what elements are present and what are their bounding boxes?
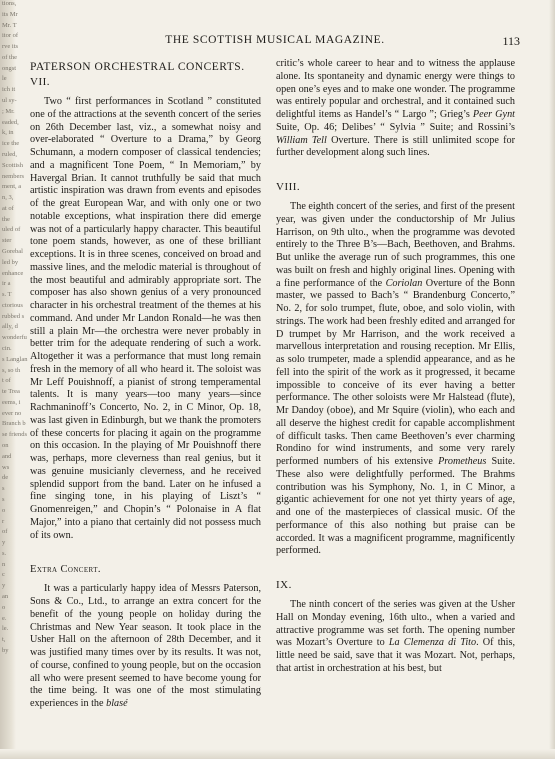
- bleed-fragment: o: [2, 506, 6, 514]
- bleed-fragment: Branch b: [2, 420, 26, 428]
- bleed-fragment: y: [2, 539, 6, 547]
- bleed-fragment: ctorious: [2, 301, 23, 309]
- bleed-fragment: n, 3,: [2, 194, 14, 202]
- bleed-fragment: eaded,: [2, 118, 19, 126]
- bleed-fragment: itor of: [2, 32, 19, 40]
- section-viii-paragraph: The eighth concert of the series, and first of the present year, was given under the conductorship of Mr Julius Harrison, on 9th ulto., when the programme was devoted entirely to the Three B’s—Bach, Beethoven, and Brahms. But unlike the average run of such programmes, this one was built on fresh and highly original lines. Opening with a fine performance of the Coriolan Overture of the Bonn master, we passed to Bach’s “ Brandenburg Concerto,” No. 2, for solo trumpet, flute, oboe, and solo violin, with strings. The work had been freshly edited and arranged for D trumpet by Mr Harrison, and the work received a marvellous interpretation and rousing reception. Mr Ellis, as solo trumpeter, made a splendid appearance, and as he fell into the spirit of the work as it progressed, it became impossible to conceive of its ever having a better performance. The other soloists were Mr Halstead (flute), Mr Dandoy (oboe), and Mr Squire (violin), who each and all deserve the highest credit for capable accomplishment of difficult tasks. Then came Beethoven’s ever charming Rondino for wind instruments, and some very rarely performed numbers of his extensive Prometheus Suite. These also were delightfully performed. The Brahms contribution was his Symphony, No. 1, in C Minor, a gigantic achievement for one not yet thirty years of age, and one of the masterpieces of classical music. Of the performance of this also nothing but praise can be accorded. It was a magnificent programme, magnificently performed.: [276, 201, 516, 557]
- coriolan-italic: Coriolan: [385, 277, 423, 289]
- bleed-fragment: se friends: [2, 431, 28, 439]
- bleed-fragment: e.: [2, 614, 7, 622]
- section-vii-paragraph: Two “ first performances in Scotland ” constituted one of the attractions at the seventh concert of the series on 26th December last, viz., a somewhat noisy and over-elaborated “ Overture to a Drama,” by Georg Schumann, a modern composer of classical tendencies; and a magnificent Tone Poem, “ In Memoriam,” by Havergal Brian. It cannot truthfully be said that much artistic inspiration was drawn from events and episodes of the great European War, and with only one or two notable exceptions, what inspiration there did emerge was not of a particularly happy character. This beautiful tone poem stands, however, as one of these brilliant exceptions. It is in three scenes, conceived on broad and massive lines, and the melodic material is throughout of the most beautiful and admirably appropriate sort. The composer has also shown genius of a very pronounced character in his orchestral treatment of the themes at his command. And under Mr Landon Ronald—he was then still a plain Mr—the orchestra were never probably in better trim for the adequate rendering of such a work. Altogether it was a performance that must long remain fresh in the memory of all who heard it. The soloist was Mr Leff Pouishnoff, a pianist of strong temperamental talents. It is many years—too many years—since Rachmaninoff’s Concerto, No. 2, in C Minor, Op. 18, was last given in Edinburgh, but we thank the promoters of these concerts for placing it again on the programme on this occasion. In the playing of Mr Pouishnoff there was, perhaps, more cleverness than real genius, but it was genuine musicianly cleverness, and he received splendid support from the band. Later on he infused a fine singing tone, in his playing of Liszt’s “ Gnomenreigen,” and Chopin’s “ Polonaise in A flat Major,” into a piano that certainly did not possess much of its own.: [30, 96, 261, 541]
- bleed-fragment: Scottish: [2, 161, 23, 169]
- bleed-fragment: t,: [2, 636, 6, 644]
- bleed-fragment: s: [2, 485, 5, 493]
- bleed-fragment: an: [2, 592, 9, 600]
- bleed-fragment: s: [2, 495, 5, 503]
- bleed-fragment: c: [2, 571, 5, 579]
- bleed-fragment: t of: [2, 377, 11, 385]
- section-heading-ix: IX.: [276, 579, 292, 591]
- bleed-fragment: n: [2, 560, 6, 568]
- running-header: [30, 34, 520, 50]
- bleed-fragment: at of: [2, 204, 14, 212]
- bleed-fragment: nembers: [2, 172, 25, 180]
- bleed-fragment: s, so th: [2, 366, 21, 374]
- prometheus-italic: Prometheus: [438, 456, 487, 467]
- bleed-fragment: tions,: [2, 0, 17, 7]
- bleed-fragment: and: [2, 452, 12, 460]
- bleed-fragment: ; Mr.: [2, 107, 15, 115]
- page-edge-right: [549, 0, 555, 759]
- section-ix-paragraph: The ninth concert of the series was given at the Usher Hall on Monday evening, 16th ulto., when a varied and attractive programme was set forth. The opening number was Mozart’s Overture to La Clemenza di Tito. Of this, little need be said, save that it was Mozart. Not, perhaps, that artist in orchestration at his best, but: [276, 599, 515, 674]
- bleed-fragment: ongst: [2, 64, 17, 72]
- bleed-fragment: on: [2, 442, 9, 450]
- bleed-fragment: ment, a: [2, 183, 22, 191]
- bleed-fragment: s. T: [2, 291, 12, 299]
- bleed-fragment: ruled,: [2, 150, 17, 158]
- section-heading-viii: VIII.: [276, 181, 301, 193]
- section-heading-vii: VII.: [30, 76, 51, 88]
- william-tell-italic: William Tell: [276, 134, 327, 146]
- bleed-fragment: enhance: [2, 269, 24, 277]
- bleed-fragment: ally, d: [2, 323, 18, 331]
- bleed-fragment: of: [2, 528, 8, 536]
- bleed-fragment: k, in: [2, 129, 14, 137]
- bleed-fragment: ir a: [2, 280, 11, 288]
- bleed-fragment: by: [2, 646, 9, 654]
- bleed-fragment: de: [2, 474, 9, 482]
- bleed-fragment: cin.: [2, 345, 12, 352]
- bleed-fragment: le.: [2, 625, 9, 633]
- bleed-fragment: led by: [2, 258, 19, 266]
- bleed-fragment: s Langlan: [2, 355, 28, 363]
- left-column: [30, 60, 261, 711]
- bleed-fragment: rve its: [2, 43, 19, 51]
- bleed-fragment: of the: [2, 53, 17, 61]
- bleed-fragment: ever no: [2, 409, 22, 417]
- bleed-fragment: eems, i: [2, 398, 21, 406]
- magazine-title: THE SCOTTISH MUSICAL MAGAZINE.: [165, 34, 385, 46]
- clemenza-italic: La Clemenza di Tito: [388, 637, 477, 649]
- bleed-fragment: ws: [2, 463, 10, 471]
- page-edge-bottom: [0, 749, 555, 759]
- extra-concert-paragraph: It was a particularly happy idea of Messrs Paterson, Sons & Co., Ltd., to arrange an extra concert for the benefit of the young people on holiday during the Christmas and New Year season. It took place in the Usher Hall on the afternoon of 28th December, and it was justified many times over by its results. It was not, of course, confined to young people, but on the occasion all who were present seemed to have become young for the time being. It was one of the most stimulating experiences in the blasé: [30, 583, 261, 709]
- bleed-fragment: ich it: [2, 86, 16, 94]
- page-number: 113: [502, 34, 520, 48]
- bleed-fragment: r: [2, 517, 5, 525]
- bleed-fragment: ul sy-: [2, 97, 17, 105]
- bleed-fragment: ice the: [2, 140, 20, 148]
- previous-page-bleed: [0, 0, 28, 759]
- bleed-fragment: Mr. T: [2, 21, 17, 29]
- bleed-fragment: ster: [2, 237, 12, 245]
- right-column: [276, 58, 515, 676]
- bleed-fragment: wonderfu: [2, 334, 27, 342]
- bleed-fragment: y: [2, 582, 6, 590]
- peer-gynt-italic: Peer Gynt: [472, 109, 515, 120]
- bleed-fragment: rubbed s: [2, 312, 25, 320]
- bleed-fragment: te Trea: [2, 388, 20, 396]
- bleed-fragment: le: [2, 75, 7, 83]
- bleed-fragment: uled of: [2, 226, 21, 234]
- bleed-fragment: Gorebal: [2, 247, 23, 255]
- blase-italic: blasé: [106, 698, 128, 709]
- section-heading-extra-concert: Extra Concert.: [30, 564, 101, 576]
- bleed-fragment: the: [2, 215, 10, 223]
- article-title: PATERSON ORCHESTRAL CONCERTS.: [30, 61, 245, 73]
- bleed-fragment: s.: [2, 549, 7, 557]
- bleed-fragment: o: [2, 603, 6, 611]
- bleed-fragment: its Mr: [2, 10, 18, 18]
- extra-concert-continuation: critic’s whole career to hear and to witness the applause alone. Its spontaneity and dynamic energy were things to open one’s eyes and to make one wonder. The programme was entirely popular and orchestral, and it contained such delightful items as Handel’s “ Largo ”; Grieg’s Peer Gynt Suite, Op. 46; Delibes’ “ Sylvia ” Suite; and Rossini’s William Tell Overture. There is still unlimited scope for further development along such lines.: [276, 58, 515, 159]
